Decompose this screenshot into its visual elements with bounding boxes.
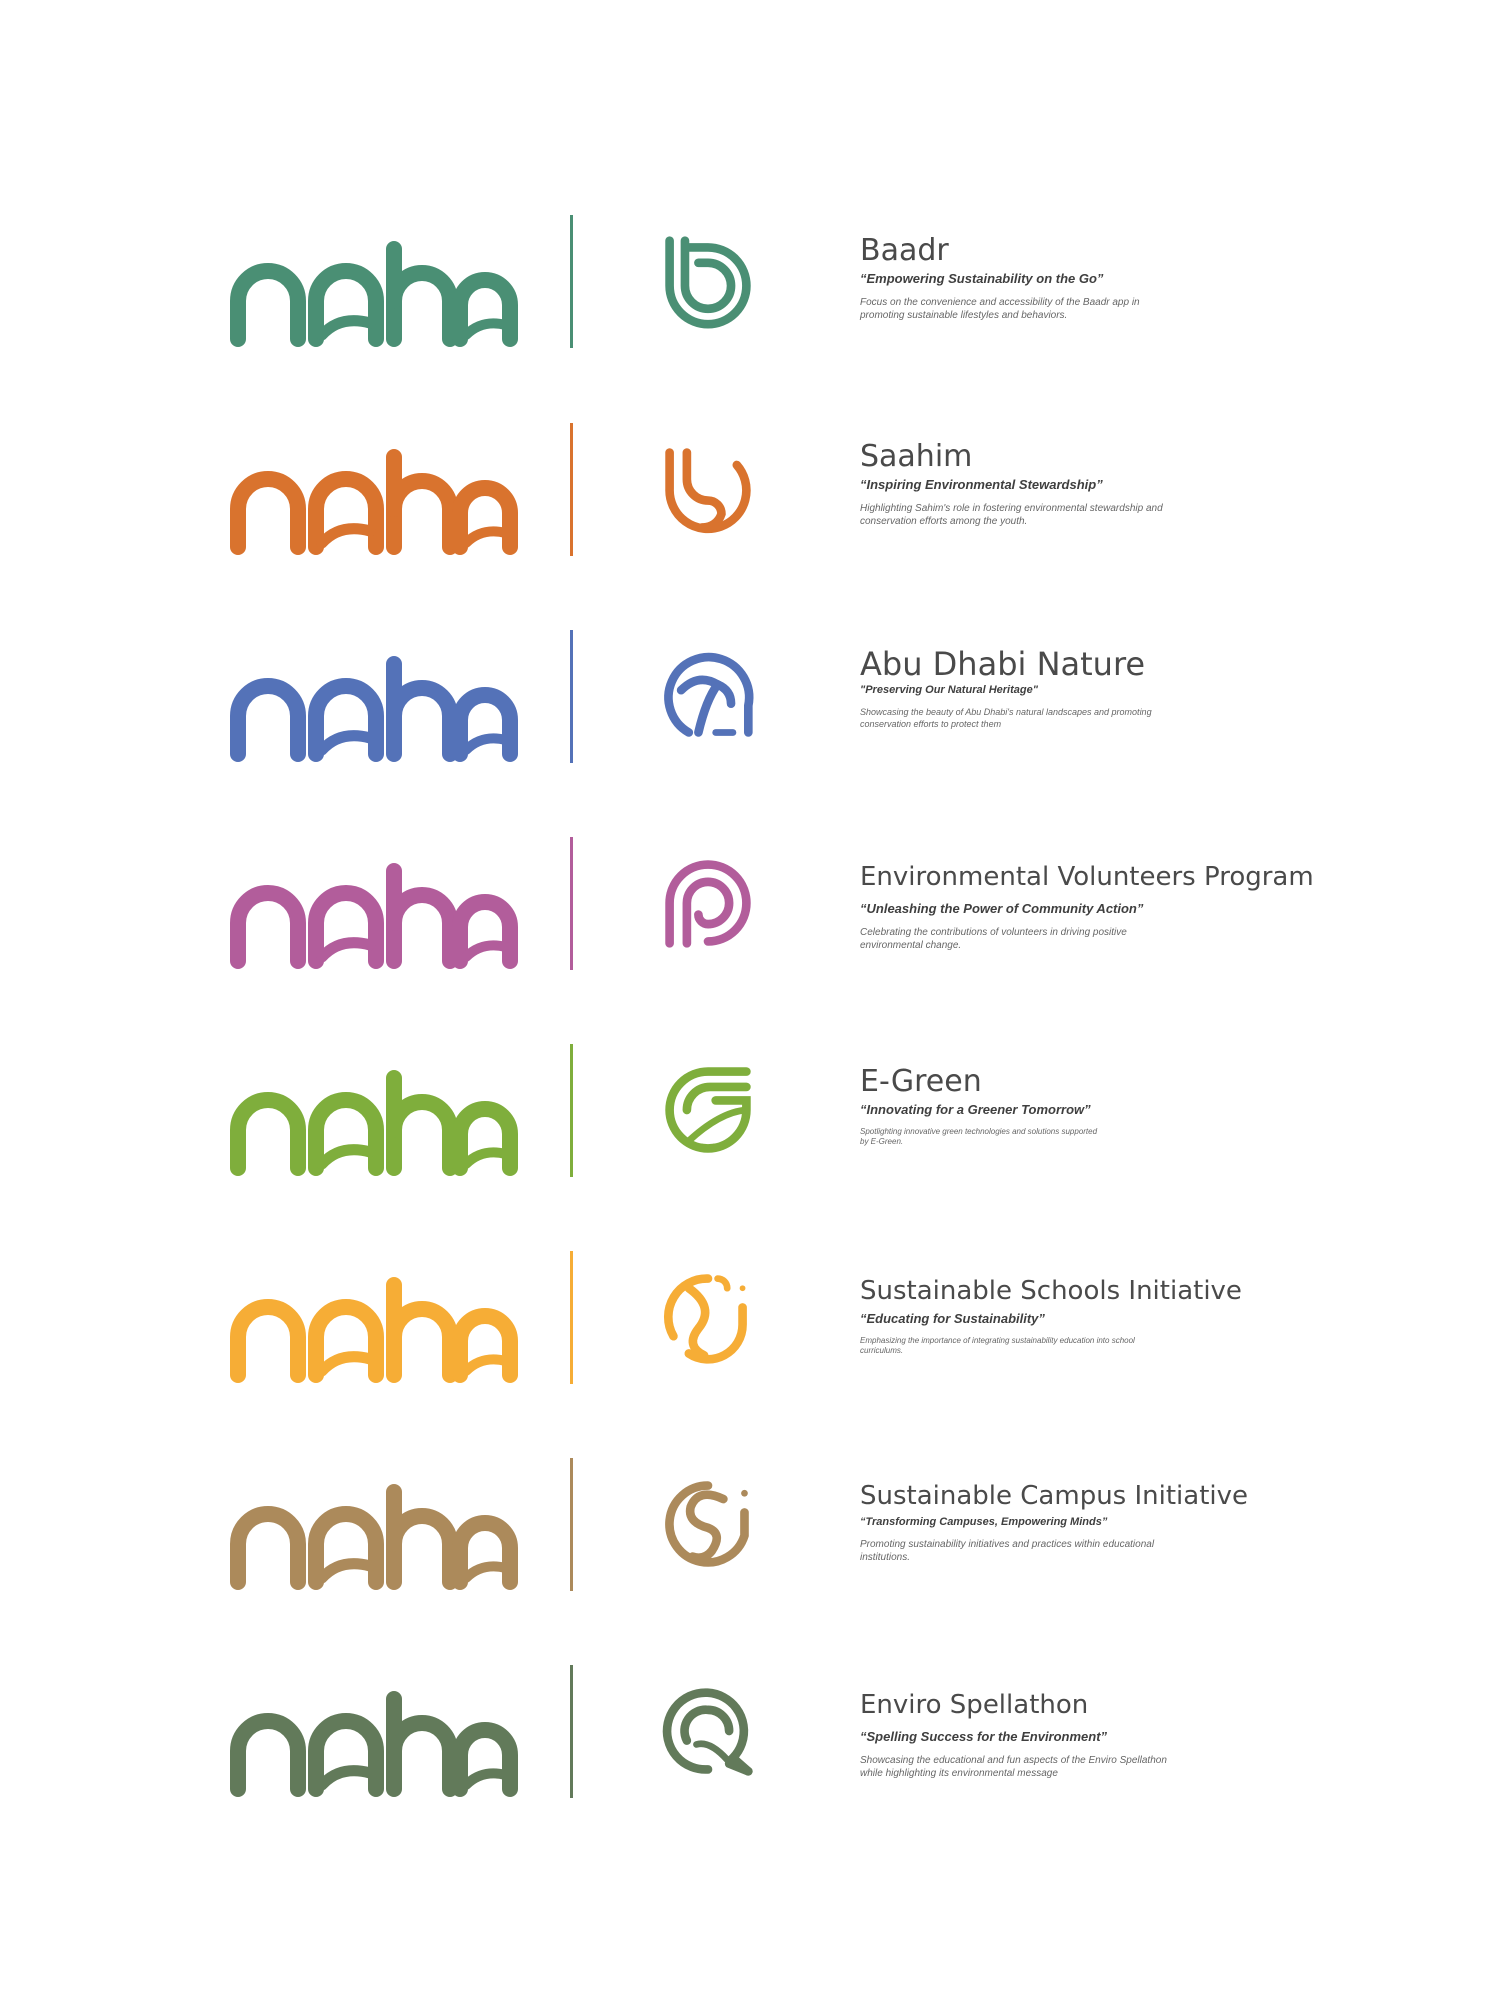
brand-row-enviro-spellathon xyxy=(0,1665,1500,1815)
naha-wordmark-logo xyxy=(228,654,518,764)
row-divider xyxy=(570,423,573,556)
brand-title: Saahim xyxy=(860,439,973,474)
brand-tagline: “Innovating for a Greener Tomorrow” xyxy=(860,1102,1091,1117)
row-divider xyxy=(570,1251,573,1384)
brand-title: Sustainable Schools Initiative xyxy=(860,1276,1242,1306)
brand-description: Celebrating the contributions of volunteers in driving positive environmental change. xyxy=(860,927,1127,951)
brand-title: Baadr xyxy=(860,233,949,268)
baadr-b-emblem-icon xyxy=(660,233,756,329)
brand-row-baadr xyxy=(0,215,1500,365)
brand-tagline: “Educating for Sustainability” xyxy=(860,1311,1045,1326)
naha-wordmark-logo xyxy=(228,861,518,971)
saahim-s-emblem-icon xyxy=(660,441,756,537)
brand-description: Highlighting Sahim's role in fostering environmental stewardship and conservation efforts among the youth. xyxy=(860,503,1163,527)
brand-title: Enviro Spellathon xyxy=(860,1690,1089,1720)
brand-text xyxy=(860,439,1460,528)
brand-tagline: “Inspiring Environmental Stewardship” xyxy=(860,477,1103,492)
campus-si-emblem-icon xyxy=(660,1476,756,1572)
brand-text xyxy=(860,233,1460,322)
naha-wordmark-logo xyxy=(228,447,518,557)
row-divider xyxy=(570,1044,573,1177)
brand-text xyxy=(860,1687,1460,1780)
brand-description: Spotlighting innovative green technologies and solutions supported by E-Green. xyxy=(860,1127,1098,1146)
brand-row-environmental-volunteers-program xyxy=(0,837,1500,987)
row-divider xyxy=(570,1458,573,1591)
row-divider xyxy=(570,215,573,348)
brand-title: Environmental Volunteers Program xyxy=(860,862,1314,892)
naha-wordmark-logo xyxy=(228,1482,518,1592)
naha-wordmark-logo xyxy=(228,1068,518,1178)
row-divider xyxy=(570,837,573,970)
abu-dhabi-nature-globe-icon xyxy=(660,648,756,744)
brand-description: Showcasing the beauty of Abu Dhabi's natural landscapes and promoting conservation efforts to protect them xyxy=(860,707,1152,729)
brand-text xyxy=(860,859,1460,952)
brand-title: Abu Dhabi Nature xyxy=(860,645,1146,683)
brand-text xyxy=(860,1273,1460,1356)
brand-description: Emphasizing the importance of integrating sustainability education into school curriculums. xyxy=(860,1336,1135,1355)
naha-wordmark-logo xyxy=(228,239,518,349)
brand-row-e-green xyxy=(0,1044,1500,1194)
brand-tagline: “Unleashing the Power of Community Action” xyxy=(860,901,1144,916)
naha-wordmark-logo xyxy=(228,1275,518,1385)
row-divider xyxy=(570,630,573,763)
brand-text xyxy=(860,1478,1460,1564)
spellathon-speech-bubble-icon xyxy=(660,1683,756,1779)
brand-tagline: “Empowering Sustainability on the Go” xyxy=(860,271,1104,286)
brand-row-saahim xyxy=(0,423,1500,573)
brand-row-sustainable-schools-initiative xyxy=(0,1251,1500,1401)
row-divider xyxy=(570,1665,573,1798)
brand-title: Sustainable Campus Initiative xyxy=(860,1481,1249,1511)
brand-tagline: “Transforming Campuses, Empowering Minds” xyxy=(860,1516,1108,1528)
brand-title: E-Green xyxy=(860,1064,982,1099)
brand-description: Showcasing the educational and fun aspects of the Enviro Spellathon while highlighting its environmental message xyxy=(860,1755,1167,1779)
brand-row-abu-dhabi-nature xyxy=(0,630,1500,780)
schools-si-emblem-icon xyxy=(660,1269,756,1365)
brand-tagline: "Preserving Our Natural Heritage" xyxy=(860,684,1038,696)
brand-tagline: “Spelling Success for the Environment” xyxy=(860,1729,1108,1744)
brand-description: Promoting sustainability initiatives and practices within educational institutions. xyxy=(860,1539,1155,1563)
e-green-leaf-icon xyxy=(660,1062,756,1158)
brand-text xyxy=(860,1064,1460,1147)
naha-wordmark-logo xyxy=(228,1689,518,1799)
brand-text xyxy=(860,646,1460,730)
volunteers-p-emblem-icon xyxy=(660,855,756,951)
brand-description: Focus on the convenience and accessibility of the Baadr app in promoting sustainable lifestyles and behaviors. xyxy=(860,297,1140,321)
brand-row-sustainable-campus-initiative xyxy=(0,1458,1500,1608)
